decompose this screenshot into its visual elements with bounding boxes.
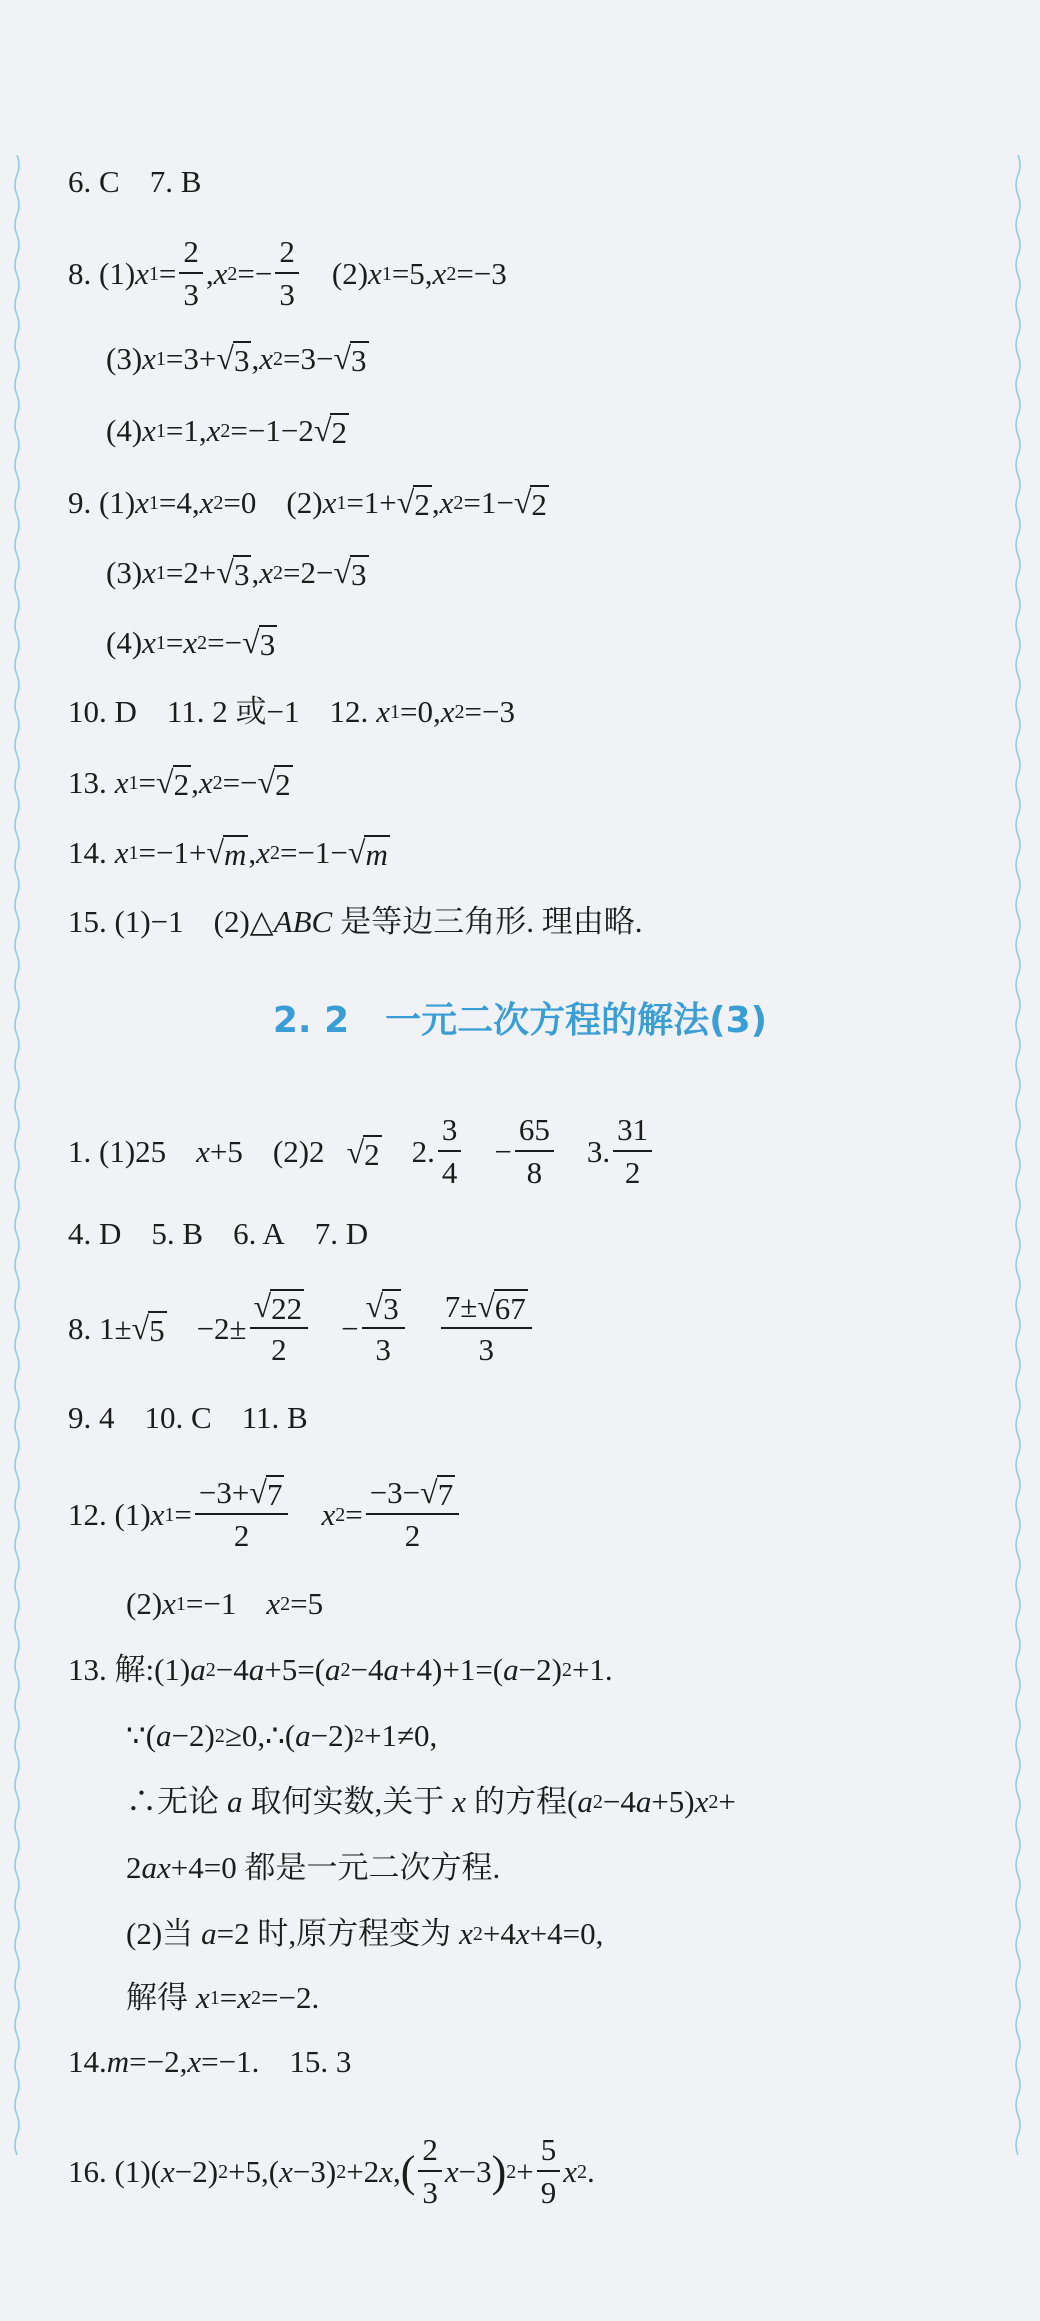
- var: x: [157, 1850, 171, 1885]
- text: +: [516, 2154, 534, 2189]
- num-part: 7±: [444, 1289, 478, 1324]
- radicand: 3: [233, 343, 250, 378]
- var: x: [160, 2154, 175, 2189]
- var: a: [295, 1718, 311, 1753]
- comma: ,: [251, 554, 260, 590]
- text: ≥0,∴(: [224, 1718, 296, 1753]
- label: (3): [106, 554, 143, 590]
- sqrt: √ 2: [257, 764, 291, 802]
- radicand: 5: [149, 1313, 165, 1348]
- text: +4=0 都是一元二次方程.: [170, 1850, 501, 1885]
- text: .: [587, 2154, 595, 2189]
- radicand: 67: [494, 1291, 526, 1326]
- sqrt: √ m: [206, 834, 247, 872]
- var: x: [150, 1496, 165, 1532]
- sqrt: √ 3: [333, 554, 367, 592]
- var: x: [135, 256, 149, 291]
- comma: ,: [191, 764, 199, 800]
- eq: =−: [237, 256, 273, 291]
- sqrt: √ 2: [313, 412, 347, 450]
- radicand: 2: [364, 1136, 380, 1172]
- solution-line-2: ∵( a −2) 2 ≥0,∴( a −2) 2 +1≠0,: [126, 1716, 437, 1756]
- sqrt: √ 3: [216, 340, 250, 378]
- value: =4,: [158, 484, 200, 520]
- answer-10: 10. C: [144, 1400, 212, 1435]
- answer-line-9-4: (4) x 1 = x 2 =− √ 3: [106, 624, 276, 662]
- text: ∴无论: [126, 1784, 219, 1819]
- den: 3: [478, 1332, 494, 1367]
- text: +1.: [571, 1652, 613, 1687]
- radicand: 3: [351, 343, 367, 378]
- text: =−2,: [129, 2044, 188, 2079]
- radicand: 22: [271, 1291, 303, 1326]
- label: (2): [331, 256, 369, 291]
- sqrt: √ 3: [242, 624, 276, 662]
- value: =−1−2: [230, 412, 314, 448]
- var: x: [368, 256, 382, 291]
- text: −2): [174, 2154, 219, 2189]
- text: +4: [482, 1916, 516, 1951]
- fraction: 7± √ 67 3: [441, 1286, 532, 1371]
- radicand: 7: [437, 1477, 454, 1512]
- var: a: [227, 1784, 243, 1819]
- solution-line-4: [126, 1848, 500, 1888]
- text: =2 时,原方程变为: [216, 1916, 452, 1951]
- value: =2−: [282, 554, 334, 590]
- left-wavy-border: [12, 155, 22, 2165]
- fraction: √ 3 3: [362, 1286, 405, 1371]
- text: −4: [350, 1652, 384, 1687]
- fraction: [275, 232, 299, 316]
- var: a: [503, 1652, 519, 1687]
- value: =3+: [165, 340, 217, 376]
- text: −3): [292, 2154, 337, 2189]
- answer-line-b8: [68, 1286, 535, 1371]
- answer-15: 15. 3: [289, 2044, 352, 2079]
- answer-7: 7. B: [149, 164, 202, 199]
- answer-5: 5. B: [151, 1216, 204, 1251]
- var: x: [237, 1980, 252, 2015]
- comma: ,: [431, 484, 440, 520]
- value: =1−: [463, 484, 514, 520]
- answer-7: 7. D: [314, 1216, 369, 1251]
- value: +5: [209, 1134, 243, 1169]
- answer-line-b9-11: [68, 1398, 308, 1438]
- solution-line-5: (2)当 a =2 时,原方程变为 x 2 +4 x +4=0,: [126, 1914, 603, 1954]
- value: =: [165, 624, 184, 660]
- var: x: [187, 2044, 202, 2079]
- value: −2±: [196, 1310, 247, 1346]
- var: m: [106, 2044, 130, 2079]
- var: x: [259, 554, 273, 590]
- comma: ,: [205, 256, 214, 291]
- minus: −: [341, 1310, 359, 1346]
- var: x: [321, 1496, 336, 1532]
- den: 2: [404, 1518, 421, 1553]
- den: 2: [271, 1332, 287, 1367]
- fraction: −3+ √ 7 2: [195, 1472, 289, 1557]
- text: −4: [215, 1652, 249, 1687]
- label: 2.: [411, 1134, 435, 1169]
- var: a: [190, 1652, 206, 1687]
- var: x: [459, 1916, 473, 1951]
- den: 3: [375, 1332, 391, 1367]
- answer-line-8-4: (4) x 1 =1, x 2 =−1−2 √ 2: [106, 412, 347, 450]
- label: 3.: [586, 1134, 611, 1169]
- right-wavy-border: [1013, 155, 1023, 2165]
- label: 14.: [68, 2044, 107, 2079]
- radicand: 7: [266, 1477, 283, 1512]
- value: =−: [222, 764, 258, 800]
- fraction: [438, 1110, 462, 1194]
- value: =1+: [346, 484, 397, 520]
- sqrt: √ 3: [216, 554, 250, 592]
- fraction: [537, 2130, 561, 2214]
- label: (3): [106, 340, 143, 376]
- var: x: [259, 340, 273, 376]
- value: =1,: [165, 412, 207, 448]
- var: x: [142, 624, 156, 660]
- num-part: −3−: [369, 1475, 421, 1510]
- text: 解得: [126, 1980, 188, 2015]
- value: (2)2: [272, 1134, 325, 1169]
- radicand: m: [224, 837, 247, 872]
- var: x: [444, 2154, 459, 2189]
- var: x: [114, 834, 129, 870]
- label: 1. (1)25: [68, 1134, 167, 1169]
- fraction: √ 22 2: [250, 1286, 309, 1371]
- text: −2): [171, 1718, 215, 1753]
- text: ,: [392, 2154, 401, 2189]
- answer-line-13: 13. x 1 = √ 2 , x 2 =− √ 2: [68, 764, 291, 802]
- var: x: [379, 2154, 393, 2189]
- value: =5,: [391, 256, 433, 291]
- answer-12-label: 12.: [329, 694, 369, 729]
- text: 取何实数,关于: [250, 1784, 445, 1819]
- eq: =: [158, 256, 177, 291]
- label: 16. (1)(: [68, 2154, 161, 2189]
- den: 9: [540, 2175, 557, 2210]
- text: −4: [602, 1784, 636, 1819]
- comma: ,: [251, 340, 260, 376]
- text: +5,(: [228, 2154, 280, 2189]
- triangle-name: ABC: [273, 904, 333, 939]
- text: +5): [651, 1784, 695, 1819]
- value: =−1: [185, 1586, 237, 1621]
- text: −3: [458, 2154, 492, 2189]
- label: (4): [106, 624, 143, 660]
- sqrt: √ m: [347, 834, 388, 872]
- label: (4): [106, 412, 143, 448]
- num: 2: [275, 232, 299, 274]
- text: =−2.: [261, 1980, 320, 2015]
- answer-line-10-12: 10. D 11. 2 或−1 12. x 1 =0, x 2 =−3: [68, 692, 515, 732]
- label: 8. 1±: [68, 1310, 132, 1346]
- label: 9. (1): [68, 484, 136, 520]
- radicand: 3: [351, 557, 367, 592]
- answer-line-b16: 16. (1)( x −2) 2 +5,( x −3) 2 +2 x , ( $\frac{2}{3}$ x −3 ) 2 + $\frac{5}{9}$ x 2 .: [68, 2130, 595, 2214]
- text: −2): [518, 1652, 562, 1687]
- text: +: [718, 1784, 736, 1819]
- answer-line-15: [68, 902, 642, 942]
- sqrt: √ 2: [156, 764, 190, 802]
- var: x: [376, 694, 390, 729]
- num: 31: [613, 1110, 652, 1152]
- label: (2): [286, 484, 323, 520]
- solution-line-6: 解得 x 1 = x 2 =−2.: [126, 1978, 319, 2018]
- var: x: [114, 764, 129, 800]
- var: x: [142, 412, 156, 448]
- comma: ,: [248, 834, 257, 870]
- var: a: [635, 1784, 652, 1819]
- var: a: [141, 1850, 157, 1885]
- radicand: 2: [275, 767, 291, 802]
- num: 3: [438, 1110, 462, 1152]
- num: 5: [537, 2130, 561, 2172]
- var: x: [199, 484, 214, 520]
- den: 2: [624, 1155, 641, 1190]
- var: a: [156, 1718, 172, 1753]
- var: x: [213, 256, 228, 291]
- radicand: 2: [414, 487, 430, 522]
- value: =−3: [456, 256, 507, 291]
- text: 2: [126, 1850, 142, 1885]
- answer-line-6-7: [68, 162, 201, 202]
- den: 8: [526, 1155, 543, 1190]
- radicand: 3: [383, 1291, 399, 1326]
- value: =−: [207, 624, 243, 660]
- var: a: [201, 1916, 217, 1951]
- value: =: [138, 764, 156, 800]
- answer-4: 4. D: [68, 1216, 122, 1251]
- var: x: [440, 694, 455, 729]
- answer-6: 6. A: [233, 1216, 285, 1251]
- text: 的方程(: [474, 1784, 578, 1819]
- value: =0: [223, 484, 257, 520]
- var: x: [142, 554, 156, 590]
- eq: =: [174, 1496, 192, 1532]
- answer-line-b12-2: (2) x 1 =−1 x 2 =5: [126, 1584, 323, 1624]
- sqrt: √ 2: [513, 484, 547, 522]
- var: x: [439, 484, 454, 520]
- den: 3: [183, 277, 199, 312]
- radicand: 3: [259, 627, 276, 662]
- answer-line-14: 14. x 1 =−1+ √ m , x 2 =−1− √ m: [68, 834, 388, 872]
- answer-10: 10. D: [68, 694, 137, 729]
- sqrt: √ 3: [333, 340, 367, 378]
- num: 2: [179, 232, 203, 274]
- var: x: [256, 834, 270, 870]
- text: +5=(: [264, 1652, 326, 1687]
- var: x: [322, 484, 337, 520]
- value: =5: [290, 1586, 324, 1621]
- answer-line-b4-7: [68, 1214, 368, 1254]
- text: (2)当: [126, 1916, 194, 1951]
- sqrt: √ 2: [346, 1133, 380, 1172]
- value: =−1+: [138, 834, 207, 870]
- answer-line-8-3: (3) x 1 =3+ √ 3 , x 2 =3− √ 3: [106, 340, 367, 378]
- value: =−1−: [279, 834, 348, 870]
- var: x: [279, 2154, 293, 2189]
- den: 3: [279, 277, 295, 312]
- text: +2: [346, 2154, 380, 2189]
- answer-line-b14-15: [68, 2042, 351, 2082]
- label: (2): [126, 1586, 163, 1621]
- num: 2: [418, 2130, 442, 2172]
- var: x: [198, 764, 213, 800]
- radicand: 3: [233, 557, 250, 592]
- fraction: [515, 1110, 554, 1194]
- den: 2: [233, 1518, 250, 1553]
- right-paren: ): [491, 2147, 507, 2196]
- den: 3: [422, 2175, 438, 2210]
- answer-11: 11. 2 或−1: [166, 694, 300, 729]
- num-part: −3+: [198, 1475, 250, 1510]
- radicand: 2: [173, 767, 190, 802]
- var: x: [162, 1586, 176, 1621]
- text: ∵(: [126, 1718, 157, 1753]
- var: x: [142, 340, 156, 376]
- den: 4: [441, 1155, 458, 1190]
- eq: =: [345, 1496, 363, 1532]
- var: a: [325, 1652, 341, 1687]
- label: 15. (1)−1: [68, 904, 184, 939]
- var: x: [515, 1916, 530, 1951]
- answer-11: 11. B: [241, 1400, 308, 1435]
- radicand: 2: [531, 487, 547, 522]
- text: +4=0,: [529, 1916, 604, 1951]
- value: 是等边三角形. 理由略.: [340, 904, 643, 939]
- value: =2+: [165, 554, 217, 590]
- label: (2)△: [213, 904, 274, 939]
- var: x: [183, 624, 198, 660]
- answer-line-b1-3: [68, 1110, 655, 1194]
- section-title: 2. 2 一元二次方程的解法(3): [272, 1000, 768, 1041]
- var: a: [577, 1784, 593, 1819]
- label: 12. (1): [68, 1496, 151, 1532]
- fraction: −3− √ 7 2: [366, 1472, 460, 1557]
- var: x: [206, 412, 221, 448]
- answer-line-b12-1: 12. (1) x 1 = −3+ √ 7 2 x 2 = −3− √ 7 2: [68, 1472, 462, 1557]
- value: =0,: [400, 694, 441, 729]
- answer-line-8-1-2: 8. (1) x 1 = $\frac{2}{3}$ , x 2 =− $\frac{2}{3}$ (2) x 1 =5, x 2 =−3: [68, 232, 507, 316]
- label: 13.: [68, 764, 107, 800]
- fraction: [179, 232, 203, 316]
- left-paren: (: [400, 2147, 416, 2196]
- radicand: m: [365, 837, 388, 872]
- var: a: [248, 1652, 265, 1687]
- answer-6: 6. C: [68, 164, 120, 199]
- sqrt: √ 2: [396, 484, 430, 522]
- var: x: [452, 1784, 467, 1819]
- value: =−3: [464, 694, 515, 729]
- text: −2): [310, 1718, 354, 1753]
- fraction: [613, 1110, 652, 1194]
- var: x: [196, 1980, 210, 2015]
- label: 8. (1): [68, 256, 136, 291]
- text: +4)+1=(: [399, 1652, 504, 1687]
- var: a: [383, 1652, 400, 1687]
- text: =: [219, 1980, 238, 2015]
- var: x: [135, 484, 149, 520]
- var: x: [266, 1586, 281, 1621]
- label: 14.: [68, 834, 107, 870]
- text: =−1.: [201, 2044, 260, 2079]
- text: +1≠0,: [363, 1718, 438, 1753]
- var: x: [432, 256, 447, 291]
- fraction: [418, 2130, 442, 2214]
- sqrt: √ 5: [131, 1310, 165, 1348]
- answer-9: 9. 4: [68, 1400, 115, 1435]
- answer-line-9-1-2: 9. (1) x 1 =4, x 2 =0 (2) x 1 =1+ √ 2 , x 2 =1− √ 2: [68, 484, 547, 522]
- solution-line-3: ∴无论 a 取何实数,关于 x 的方程( a 2 −4 a +5) x 2 +: [126, 1782, 736, 1822]
- value: =3−: [282, 340, 334, 376]
- num: 65: [515, 1110, 554, 1152]
- answer-line-9-3: (3) x 1 =2+ √ 3 , x 2 =2− √ 3: [106, 554, 367, 592]
- var: x: [563, 2154, 578, 2189]
- var: x: [694, 1784, 709, 1819]
- label: 13. 解:(1): [68, 1652, 191, 1687]
- solution-line-1: 13. 解:(1) a 2 −4 a +5=( a 2 −4 a +4)+1=( a −2) 2 +1.: [68, 1650, 613, 1690]
- var: x: [196, 1134, 210, 1169]
- minus: −: [494, 1134, 512, 1169]
- radicand: 2: [331, 415, 347, 450]
